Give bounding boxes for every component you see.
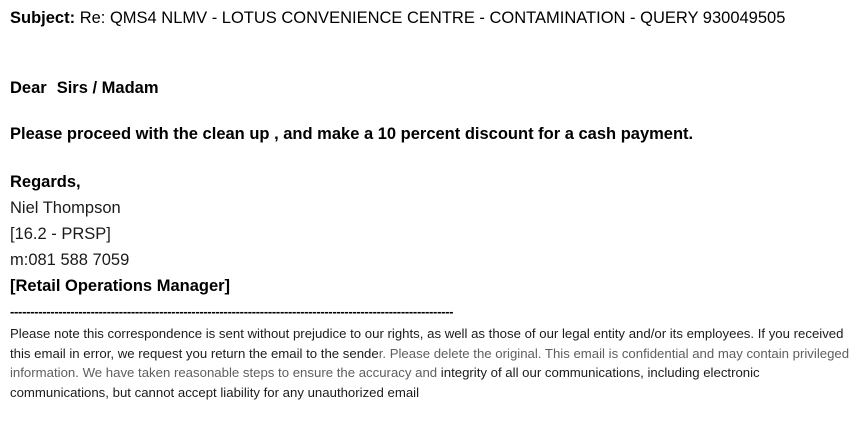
signature-role: [Retail Operations Manager] [10,277,231,295]
signature-regards: Regards, [10,173,81,191]
spacer-after-body [10,145,858,169]
disclaimer-segment-2: r. Please delete the original. This email is confidential and may contain privileged information. We have taken reasonable steps to ensure the accuracy and [10,345,850,380]
signature-divider: -------------------------------------------------------------------------------------------------------------- [10,304,454,319]
signature-reference: [16.2 - PRSP] [10,225,111,243]
salutation-recipient: Sirs / Madam [56,79,159,97]
disclaimer-segment-1: Please note this correspondence is sent without prejudice to our rights, as well as those of our legal entity and/or its employees. If you received this email in error, we request you return the email to the sende [10,326,844,361]
subject-line [10,6,800,31]
salutation-greeting: Dear [10,79,47,97]
salutation [10,77,858,99]
spacer-after-subject [10,31,858,77]
body-paragraph: Please proceed with the clean up , and make a 10 percent discount for a cash payment. [10,125,694,143]
signature-name: Niel Thompson [10,199,121,217]
subject-value: Re: QMS4 NLMV - LOTUS CONVENIENCE CENTRE - CONTAMINATION - QUERY 930049505 [79,9,786,27]
disclaimer-segment-3: integrity of all our communications, including electronic communications, but cannot accept liability for any unauthorized email [10,365,760,400]
subject-label: Subject: [10,9,76,27]
signature-mobile: m:081 588 7059 [10,251,130,269]
spacer-after-salutation [10,99,858,123]
legal-disclaimer [10,324,858,402]
